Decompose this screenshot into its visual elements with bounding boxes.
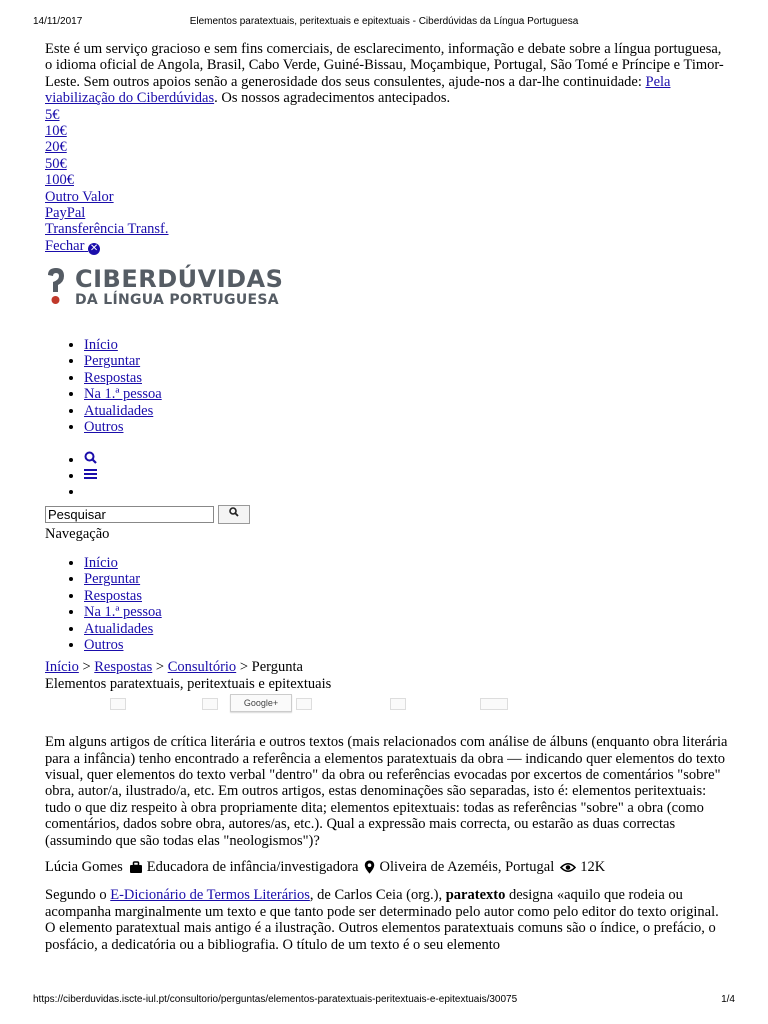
secondary-nav (45, 555, 729, 653)
question-text: Em alguns artigos de crítica literária e outros textos (mais relacionados com análise de álbuns (enquanto obra literária para a infância) tenho encontrado a referência a elementos paratextuais da obra — indicando quer elementos do texto visual, quer elementos do texto verbal "dentro" da obra ou referências evocadas por excertos de comentários "sobre" obra, autor/a, ilustrado/a, etc. Em outros artigos, estas denominações são separadas, isto é: elementos peritextuais: tudo o que diz respeito à obra propriamente dita; elementos epitextuais: todas as referências "sobre" a obra (como comentários, dados sobre obra, autores/as, etc.). Qual a expressão mais correcta, ou estarão as duas correctas (assumindo que são todas elas "neologismos")? (45, 734, 728, 849)
breadcrumb-consult[interactable]: Consultório (167, 659, 237, 676)
breadcrumb-home[interactable]: Início (45, 659, 79, 676)
print-date: 14/11/2017 (33, 16, 83, 27)
donate-message: Este é um serviço gracioso e sem fins comerciais, de esclarecimento, informação e debate sobre a língua portuguesa, o idioma oficial de Angola, Brasil, Cabo Verde, Guiné-Bissau, Moçambique, Portugal, São Tomé e Príncipe e Timor-Leste. Sem outros apoios senão a generosidade dos seus consulentes, ajude-nos a dar-lhe continuidade: Pela viabilização do Ciberdúvidas. Os nossos agradecimentos antecipados. (45, 41, 724, 107)
search-button[interactable] (218, 505, 250, 524)
logo-title: CIBERDÚVIDAS (75, 264, 284, 293)
donate-other[interactable]: Outro Valor (45, 188, 114, 205)
map-marker-icon (364, 860, 375, 874)
close-icon: ✕ (89, 242, 99, 254)
print-title: Elementos paratextuais, peritextuais e epitextuais - Ciberdúvidas da Língua Portuguesa (189, 16, 579, 27)
question-meta (45, 859, 729, 875)
nav-respostas[interactable]: Respostas (84, 369, 142, 386)
nav-inicio[interactable]: Início (84, 336, 118, 353)
view-count: 12K (580, 858, 606, 875)
print-url: https://ciberduvidas.iscte-iul.pt/consultorio/perguntas/elementos-paratextuais-peritextuais-e-epitextuais/30075 (33, 994, 518, 1005)
dictionary-link[interactable]: E-Dicionário de Termos Literários (110, 887, 310, 904)
breadcrumb-current: Pergunta (251, 659, 303, 676)
donate-options (45, 107, 729, 255)
share-google-plus-button[interactable]: Google+ (230, 694, 292, 712)
search-form (45, 505, 729, 524)
nav2-perguntar[interactable]: Perguntar (84, 571, 141, 588)
empty-item (84, 484, 729, 500)
donate-link[interactable]: Pela viabilização do Ciberdúvidas (45, 73, 671, 107)
share-email-button[interactable] (390, 698, 406, 710)
share-facebook-button[interactable] (110, 698, 126, 710)
author-location: Oliveira de Azeméis, Portugal (379, 858, 555, 875)
menu-icon[interactable] (84, 468, 97, 484)
share-more-button[interactable] (480, 698, 508, 710)
donate-5[interactable]: 5€ (45, 106, 60, 123)
question-mark-logo-icon (45, 266, 67, 308)
magnifier-icon (229, 507, 239, 517)
search-icon[interactable] (84, 452, 97, 468)
nav2-inicio[interactable]: Início (84, 554, 118, 571)
nav-primeira-pessoa[interactable]: Na 1.ª pessoa (84, 386, 162, 403)
share-bar (45, 694, 729, 716)
donate-100[interactable]: 100€ (45, 172, 74, 189)
page-content (45, 41, 729, 953)
answer-text: Segundo o E-Dicionário de Termos Literários, de Carlos Ceia (org.), paratexto designa «aquilo que rodeia ou acompanha marginalmente um texto e que tanto pode ser determinado pelo autor como pelo editor do texto original. O elemento paratextual mais antigo é a ilustração. Outros elementos paratextuais comuns são o índice, o prefácio, o posfácio, a dedicatória ou a bibliografia. O título de um texto é o seu elemento (45, 887, 719, 953)
donate-paypal[interactable]: PayPal (45, 205, 86, 222)
navigation-label: Navegação (45, 526, 110, 543)
term-paratexto: paratexto (445, 887, 506, 904)
donate-50[interactable]: 50€ (45, 155, 67, 172)
icon-nav (45, 451, 729, 500)
breadcrumb: Início > Respostas > Consultório > Pergunta (45, 659, 303, 676)
nav2-outros[interactable]: Outros (84, 636, 124, 653)
page-title: Elementos paratextuais, peritextuais e epitextuais (45, 675, 332, 692)
nav-atualidades[interactable]: Atualidades (84, 402, 154, 419)
donate-20[interactable]: 20€ (45, 139, 67, 156)
site-logo[interactable] (45, 263, 729, 311)
eye-icon (560, 862, 576, 873)
donate-10[interactable]: 10€ (45, 123, 67, 140)
main-nav (45, 337, 729, 435)
nav2-atualidades[interactable]: Atualidades (84, 620, 154, 637)
search-input[interactable] (45, 506, 214, 523)
nav-perguntar[interactable]: Perguntar (84, 353, 141, 370)
nav2-primeira-pessoa[interactable]: Na 1.ª pessoa (84, 604, 162, 621)
share-twitter-button[interactable] (202, 698, 218, 710)
briefcase-icon (129, 861, 143, 874)
breadcrumb-answers[interactable]: Respostas (94, 659, 153, 676)
donate-transfer[interactable]: Transferência Transf. (45, 221, 169, 238)
nav-outros[interactable]: Outros (84, 418, 124, 435)
logo-subtitle: DA LÍNGUA PORTUGUESA (75, 291, 279, 308)
close-donate-button[interactable]: Fechar ✕ (45, 237, 99, 254)
author-job: Educadora de infância/investigadora (146, 858, 359, 875)
author-name: Lúcia Gomes (45, 858, 123, 875)
print-page-number: 1/4 (721, 994, 735, 1005)
nav2-respostas[interactable]: Respostas (84, 587, 142, 604)
share-linkedin-button[interactable] (296, 698, 312, 710)
